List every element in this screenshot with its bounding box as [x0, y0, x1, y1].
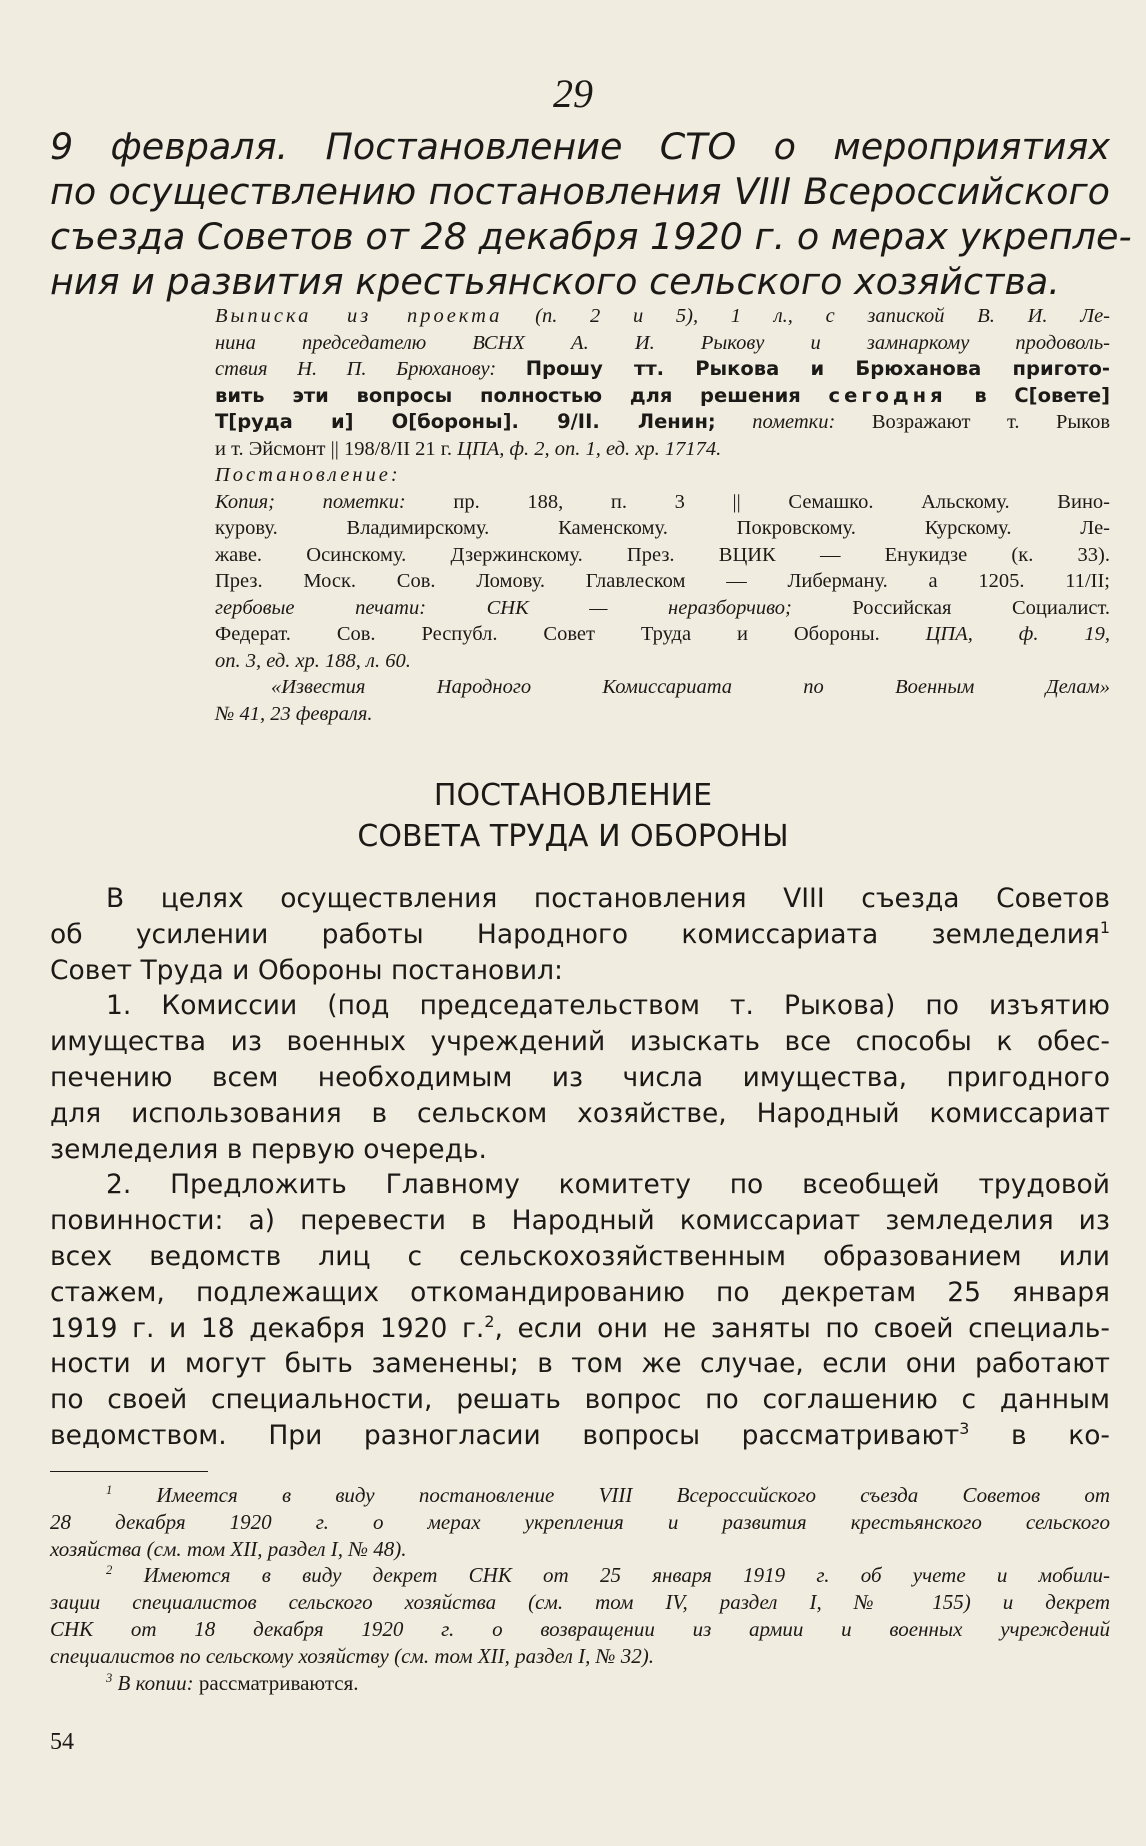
body-line: всех ведомств лиц с сельскохозяйственным образованием или	[50, 1240, 1110, 1272]
source-line: гербовые печати: СНК — неразборчиво; Российская Социалист.	[215, 596, 1110, 619]
source-line: вить эти вопросы полностью для решения сегодня в С[овете]	[215, 383, 1110, 407]
footnote-line: $^2$ Имеются в виду декрет СНК от 25 января 1919 г. об учете и мобили-	[106, 1563, 1111, 1588]
body-line: по своей специальности, решать вопрос по соглашению с данным	[50, 1384, 1110, 1416]
body-line: об усилении работы Народного комиссариата земледелия$^1$	[50, 917, 1110, 950]
source-line: нина председателю ВСНХ А. И. Рыкову и замнаркому продоволь-	[215, 331, 1110, 354]
footnote-line: 28 декабря 1920 г. о мерах укрепления и развития крестьянского сельского	[50, 1509, 1110, 1534]
footnote-line: $^3$ В копии: рассматриваются.	[106, 1670, 359, 1695]
heading-line: ния и развития крестьянского сельского хозяйства.	[50, 260, 1060, 303]
body-line: 1. Комиссии (под председательством т. Рыкова) по изъятию	[106, 990, 1110, 1022]
footnote-line: $^1$ Имеется в виду постановление VIII Всероссийского съезда Советов от	[106, 1483, 1111, 1507]
source-line: Т[руда и] О[бороны]. 9/II. Ленин; пометки: Возражают т. Рыков	[215, 410, 1111, 433]
body-line: повинности: а) перевести в Народный комиссариат земледелия из	[50, 1205, 1110, 1237]
heading-line: по осуществлению постановления VIII Всероссийского	[50, 170, 1110, 213]
document-heading	[50, 124, 1132, 304]
source-line: № 41, 23 февраля.	[215, 702, 373, 725]
title-line: СОВЕТА ТРУДА И ОБОРОНЫ	[357, 819, 789, 854]
source-line: През. Моск. Сов. Ломову. Главлеском — Либерману. а 1205. 11/II;	[215, 570, 1110, 592]
source-line: «Известия Народного Комиссариата по Военным Делам»	[271, 676, 1110, 698]
body-line: ведомством. При разногласии вопросы рассматривают$^3$ в ко-	[50, 1419, 1110, 1451]
body-line: В целях осуществления постановления VIII съезда Советов	[106, 883, 1110, 914]
footnote-line: СНК от 18 декабря 1920 г. о возвращении из армии и военных учреждений	[50, 1616, 1110, 1641]
source-line: жаве. Осинскому. Дзержинскому. През. ВЦИК — Енукидзе (к. 33).	[215, 543, 1110, 566]
heading-line: 9 февраля. Постановление СТО о мероприятиях	[50, 125, 1110, 168]
body-line: имущества из военных учреждений изыскать все способы к обес-	[50, 1026, 1110, 1058]
page-number: 54	[50, 1729, 74, 1755]
source-line: оп. 3, ед. хр. 188, л. 60.	[215, 649, 411, 672]
decree-title	[0, 775, 1146, 857]
footnotes	[50, 1482, 1110, 1696]
source-line: Копия; пометки: пр. 188, п. 3 || Семашко. Альскому. Вино-	[215, 490, 1110, 513]
footnote-line: зации специалистов сельского хозяйства (см. том IV, раздел I, № 155) и декрет	[50, 1590, 1110, 1615]
source-notes	[215, 303, 1110, 727]
decree-label: Постановление:	[215, 464, 401, 486]
title-line: ПОСТАНОВЛЕНИЕ	[433, 778, 713, 813]
document-number: 29	[553, 71, 593, 116]
source-line: ствия Н. П. Брюханову: Прошу тт. Рыкова и Брюханова пригото-	[215, 357, 1110, 380]
footnote-separator	[50, 1471, 208, 1472]
heading-line: съезда Советов от 28 декабря 1920 г. о мерах укрепле-	[50, 215, 1132, 258]
body-line: стажем, подлежащих откомандированию по декретам 25 января	[50, 1276, 1110, 1308]
body-line: земледелия в первую очередь.	[50, 1133, 487, 1165]
source-line: Выписка из проекта (п. 2 и 5), 1 л., с запиской В. И. Ле-	[215, 305, 1111, 327]
footnote-line: хозяйства (см. том XII, раздел I, № 48).	[50, 1536, 407, 1561]
source-line: и т. Эйсмонт || 198/8/II 21 г. ЦПА, ф. 2, оп. 1, ед. хр. 17174.	[215, 437, 722, 460]
body-line: ности и могут быть заменены; в том же случае, если они работают	[50, 1348, 1110, 1380]
decree-body	[50, 881, 1110, 1454]
source-line: Федерат. Сов. Республ. Совет Труда и Обороны. ЦПА, ф. 19,	[215, 623, 1110, 645]
body-line: для использования в сельском хозяйстве, Народный комиссариат	[50, 1097, 1110, 1129]
footnote-line: специалистов по сельскому хозяйству (см. том XII, раздел I, № 32).	[50, 1643, 654, 1668]
body-line: 2. Предложить Главному комитету по всеобщей трудовой	[106, 1169, 1110, 1201]
body-line: печению всем необходимым из числа имущества, пригодного	[50, 1061, 1110, 1093]
source-line: курову. Владимирскому. Каменскому. Покровскому. Курскому. Ле-	[215, 517, 1110, 539]
body-line: Совет Труда и Обороны постановил:	[50, 954, 563, 986]
body-line: 1919 г. и 18 декабря 1920 г.$^2$, если они не заняты по своей специаль-	[50, 1311, 1110, 1344]
